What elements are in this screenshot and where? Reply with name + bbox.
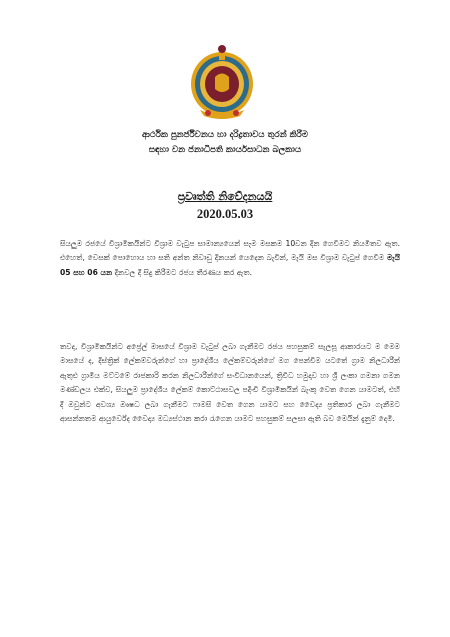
- paragraph-1: [60, 237, 400, 280]
- notice-date: 2020.05.03: [196, 207, 254, 221]
- paragraph-1-bold-dates: මැයි 05 සහ 06 යන: [60, 253, 400, 277]
- paragraph-1-text-a: සියලුම රජයේ විශ්‍රාමිකයින්ට විශ්‍රාම වැටුප සාමාන්‍යයෙන් සෑම මසකම 10වන දින ගෙවීමට නියමිතව ඇත. එහෙත්, වෙසක් පොහොය හා සති අන්ත නිවාඩු දිනයන් යෙදෙන බැවින්, මැයි මස විශ්‍රාම වැටුප් ගෙවීම: [60, 239, 400, 263]
- notice-title: ප්‍රවෘත්ති නිවේදනයයි: [177, 190, 273, 203]
- paragraph-1-text-b: දිනවල දී සිදු කිරීමට රජය තීරණය කර ඇත.: [114, 267, 252, 277]
- national-emblem-icon: [188, 44, 256, 120]
- organization-name: [40, 128, 410, 158]
- paragraph-2: තවද, විශ්‍රාමිකයින්ට අප්‍රේල් මාසයේ විශ්‍රාම වැටුප් ලබා ගැනීමට රජය පහසුකම් සැලසූ ආකාරයට ම මෙම මාසයේ ද, දිස්ත්‍රික් ලේකම්වරුන්ගේ හා ප්‍රාදේශීය ලේකම්වරුන්ගේ මග පෙන්වීම යටතේ ග්‍රාම නිලධාරීන් ඇතුළු ග්‍රාමීය මට්ටමේ රාජකාරි කරන නිලධාරීන්ගේ සංවිධානයෙන්, ත්‍රිවිධ හමුදාව හා ශ්‍රී ලංකා ගමනා ගමන මණ්ඩලය එක්ව, සියලුම ප්‍රාදේශීය ලේකම් කොට්ඨාසවල පදිංචි විශ්‍රාමිකයින් බැංකු වෙත ගෙන යාමටත්, එහි දී ඔවුන්ට අවශ්‍ය ඖෂධ ලබා ගැනීමට ෆාමසි වෙත ගෙන යාමට සහ වෛද්‍ය ප්‍රතිකාර ලබා ගැනීමට ආසන්නතම ආයුර්වේද වෛද්‍ය මධ්‍යස්ථාන කරා රැගෙන යාමට පහසුකම් සලසා ඇති බව මෙයින් දැනුම් දෙමි.: [60, 342, 400, 424]
- org-line-2: සඳහා වන ජනාධිපති කාර්යසාධන බලකාය: [148, 145, 302, 155]
- org-line-1: ආර්ථික පුනර්ජීවනය හා දරිද්‍රතාවය තුරන් කිරීම: [141, 130, 309, 140]
